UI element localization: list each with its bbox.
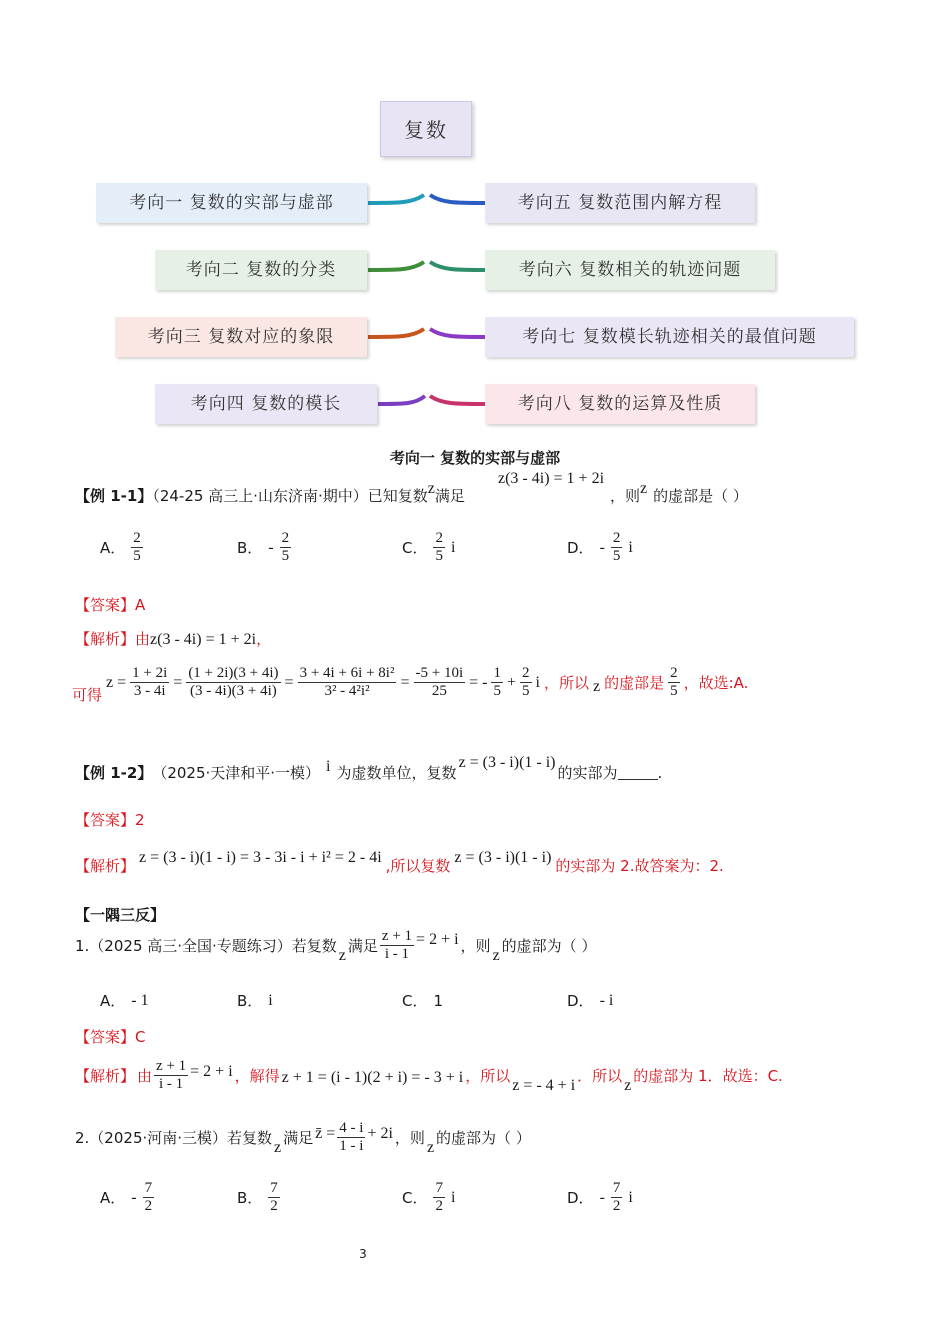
text: 的虚部是（ ） — [653, 487, 748, 505]
option-letter: A． — [100, 992, 126, 1010]
denominator: 2 — [270, 1198, 278, 1215]
numerator: 2 — [433, 530, 445, 548]
text: ，故选:A. — [683, 674, 749, 693]
option-a — [100, 530, 143, 566]
text: ．所以 — [577, 1067, 623, 1086]
numerator: z + 1 — [154, 1058, 188, 1076]
denominator: 5 — [670, 683, 678, 700]
text: 的虚部为（ ） — [501, 937, 597, 956]
var-z: z — [427, 480, 435, 497]
example-1-1-question — [75, 480, 465, 506]
text: 的实部为 — [557, 764, 618, 782]
numerator: 7 — [611, 1180, 623, 1198]
q2-option-c — [402, 1180, 455, 1216]
text: 为虚数单位，复数 — [336, 764, 457, 782]
denominator: 5 — [522, 683, 530, 700]
fraction — [268, 1180, 280, 1216]
mindmap-topic-1: 考向一 复数的实部与虚部 — [96, 183, 367, 223]
equals: = — [400, 673, 410, 691]
numerator: 7 — [433, 1180, 445, 1198]
numerator: 3 + 4i + 6i + 8i² — [298, 665, 397, 683]
fraction — [668, 665, 680, 701]
q1-analysis — [75, 1058, 783, 1094]
minus-sign: - — [599, 538, 605, 556]
denominator: 1 - i — [339, 1138, 364, 1155]
denominator: 2 — [435, 1198, 443, 1215]
fraction — [414, 665, 466, 701]
var-z: z — [338, 946, 346, 964]
text: ，则 — [460, 937, 491, 956]
var-z: z — [274, 1138, 282, 1156]
option-letter: C． — [402, 1189, 428, 1208]
option-c — [402, 530, 455, 566]
option-letter: D． — [567, 992, 594, 1010]
fraction — [154, 1058, 188, 1094]
option-letter: C． — [402, 992, 428, 1010]
mindmap-root: 复数 — [380, 101, 472, 157]
numerator: z + 1 — [380, 928, 414, 946]
denominator: 3 - 4i — [133, 683, 166, 700]
text: 的虚部为 1．故选：C. — [633, 1067, 783, 1086]
fraction — [298, 665, 397, 701]
expression: z = (3 - i)(1 - i) — [458, 753, 556, 771]
section-title: 考向一 复数的实部与虚部 — [389, 449, 561, 467]
var-z: z — [624, 1076, 632, 1094]
text: . — [657, 763, 663, 782]
var-i: i — [326, 757, 331, 775]
fraction — [186, 665, 280, 701]
numerator: 1 — [491, 665, 503, 683]
minus-sign: - — [131, 1188, 137, 1206]
q1-option-b — [237, 990, 273, 1011]
text: 2.（2025·河南·三模）若复数 — [75, 1129, 273, 1148]
numerator: 4 - i — [337, 1120, 365, 1138]
text: 满足 — [434, 487, 465, 505]
text: ，所以 — [543, 674, 589, 693]
numerator: 7 — [268, 1180, 280, 1198]
text: 的虚部为（ ） — [436, 1129, 531, 1148]
denominator: i - 1 — [159, 1076, 184, 1093]
q1-option-a — [100, 990, 149, 1011]
numerator: 1 + 2i — [130, 665, 169, 683]
question-1 — [75, 928, 596, 964]
imaginary-unit: i — [628, 1188, 633, 1206]
imaginary-unit: i — [450, 538, 456, 556]
fraction — [433, 530, 445, 566]
fraction — [130, 665, 169, 701]
expression: z + 1 = (i - 1)(2 + i) = - 3 + i — [281, 1068, 464, 1086]
expression: z = (3 - i)(1 - i) = 3 - 3i - i + i² = 2 - 4i — [139, 848, 382, 866]
fraction — [337, 1120, 365, 1156]
q2-option-a — [100, 1180, 154, 1216]
numerator: 2 — [131, 530, 143, 548]
equals: = - — [469, 673, 488, 691]
expression: = 2 + i — [416, 930, 459, 948]
numerator: 2 — [668, 665, 680, 683]
text: 的实部为 2.故答案为：2. — [555, 857, 724, 875]
numerator: 2 — [611, 530, 623, 548]
equals: = — [173, 673, 183, 691]
option-value: 1 — [433, 991, 444, 1010]
q1-answer: 【答案】C — [75, 1028, 146, 1046]
numerator: (1 + 2i)(3 + 4i) — [186, 665, 280, 683]
numerator: 2 — [280, 530, 292, 548]
mindmap-topic-4: 考向四 复数的模长 — [155, 384, 377, 424]
text: ，则 — [394, 1129, 425, 1148]
imaginary-unit: i — [450, 1188, 456, 1206]
example-source: （24-25 高三上·山东济南·期中）已知复数 — [152, 487, 428, 505]
option-value: - 1 — [131, 991, 149, 1009]
mindmap-topic-7: 考向七 复数模长轨迹相关的最值问题 — [485, 317, 854, 357]
mindmap-topic-2: 考向二 复数的分类 — [155, 250, 367, 290]
numerator: 2 — [520, 665, 532, 683]
text: 可得 — [72, 686, 103, 705]
denominator: 2 — [144, 1198, 153, 1215]
var-z: z — [592, 677, 601, 695]
text: 满足 — [283, 1129, 314, 1148]
option-letter: B． — [237, 992, 263, 1010]
example-1-2-question — [75, 753, 663, 783]
denominator: i - 1 — [384, 946, 410, 963]
example-source: （2025·天津和平·一模） — [152, 764, 321, 782]
page-number: 3 — [359, 1247, 367, 1261]
option-letter: B． — [237, 539, 263, 558]
text: ， — [256, 630, 272, 648]
equals: = — [284, 673, 294, 691]
fraction — [280, 530, 292, 566]
fraction — [611, 530, 623, 566]
option-letter: A． — [100, 539, 126, 558]
text: 由 — [135, 630, 151, 648]
var-z: z — [640, 480, 648, 497]
option-letter: A． — [100, 1189, 126, 1208]
denominator: 2 — [612, 1198, 621, 1215]
example-1-1-analysis-start — [75, 628, 271, 649]
expression: = 2 + i — [190, 1062, 233, 1080]
text: 由 — [137, 1067, 153, 1086]
imaginary-unit: i — [628, 538, 633, 556]
question-2 — [75, 1120, 531, 1156]
text: ，所以 — [465, 1067, 511, 1086]
example-label: 【例 1-1】 — [75, 487, 153, 505]
denominator: 5 — [133, 548, 141, 565]
numerator: -5 + 10i — [414, 665, 466, 683]
numerator: 7 — [143, 1180, 155, 1198]
fraction — [143, 1180, 155, 1216]
text: ，解得 — [234, 1067, 280, 1086]
q2-option-b — [237, 1180, 280, 1216]
mindmap-topic-8: 考向八 复数的运算及性质 — [485, 384, 755, 424]
option-value: i — [268, 991, 273, 1009]
expression: + 2i — [367, 1124, 393, 1142]
option-letter: B． — [237, 1189, 263, 1208]
denominator: 25 — [431, 683, 447, 700]
example-1-2-analysis — [75, 848, 724, 876]
answer-blank[interactable] — [618, 765, 658, 780]
example-1-1-derivation — [72, 665, 749, 705]
expression: z = - 4 + i — [512, 1076, 576, 1094]
plus: + — [506, 673, 517, 691]
denominator: 5 — [281, 548, 290, 565]
practice-title: 【一隅三反】 — [75, 906, 166, 924]
text: 的虚部是 — [604, 674, 665, 693]
example-1-1-answer: 【答案】A — [75, 596, 146, 614]
text: 满足 — [347, 937, 378, 956]
denominator: 3² - 4²i² — [324, 683, 370, 700]
imaginary-unit: i — [535, 673, 540, 691]
condition-expression: z(3 - 4i) = 1 + 2i — [150, 631, 257, 648]
analysis-label: 【解析】 — [75, 857, 136, 875]
option-value: - i — [599, 991, 614, 1009]
fraction — [611, 1180, 623, 1216]
fraction — [433, 1180, 445, 1216]
option-letter: D． — [567, 539, 594, 558]
example-label: 【例 1-2】 — [75, 764, 153, 782]
expression: z̄ = — [315, 1124, 336, 1142]
mindmap-topic-3: 考向三 复数对应的象限 — [115, 317, 367, 357]
fraction — [520, 665, 532, 701]
q1-option-c — [402, 990, 443, 1011]
var-z: z — [492, 946, 500, 964]
text: ,所以复数 — [385, 857, 451, 875]
fraction — [380, 928, 414, 964]
minus-sign: - — [268, 538, 274, 556]
q2-option-d — [567, 1180, 633, 1216]
expression: z = (3 - i)(1 - i) — [454, 848, 552, 866]
option-d — [567, 530, 633, 566]
var-z: z — [426, 1138, 435, 1156]
analysis-label: 【解析】 — [75, 630, 136, 648]
example-1-1-condition: z(3 - 4i) = 1 + 2i — [498, 470, 605, 487]
fraction — [131, 530, 143, 566]
fraction — [491, 665, 503, 701]
option-letter: C． — [402, 539, 428, 558]
text: 1.（2025 高三·全国·专题练习）若复数 — [75, 937, 337, 956]
analysis-label: 【解析】 — [75, 1067, 136, 1086]
denominator: 5 — [493, 683, 501, 700]
minus-sign: - — [599, 1188, 605, 1206]
option-b — [237, 530, 291, 566]
q1-option-d — [567, 990, 613, 1011]
example-1-1-tail — [610, 480, 748, 506]
mindmap-topic-5: 考向五 复数范围内解方程 — [485, 183, 755, 223]
denominator: 5 — [612, 548, 621, 565]
example-1-2-answer: 【答案】2 — [75, 811, 145, 829]
expression: z = — [106, 673, 127, 691]
text: ，则 — [610, 487, 641, 505]
denominator: (3 - 4i)(3 + 4i) — [190, 683, 277, 700]
option-letter: D． — [567, 1189, 594, 1208]
denominator: 5 — [435, 548, 443, 565]
mindmap-topic-6: 考向六 复数相关的轨迹问题 — [485, 250, 775, 290]
